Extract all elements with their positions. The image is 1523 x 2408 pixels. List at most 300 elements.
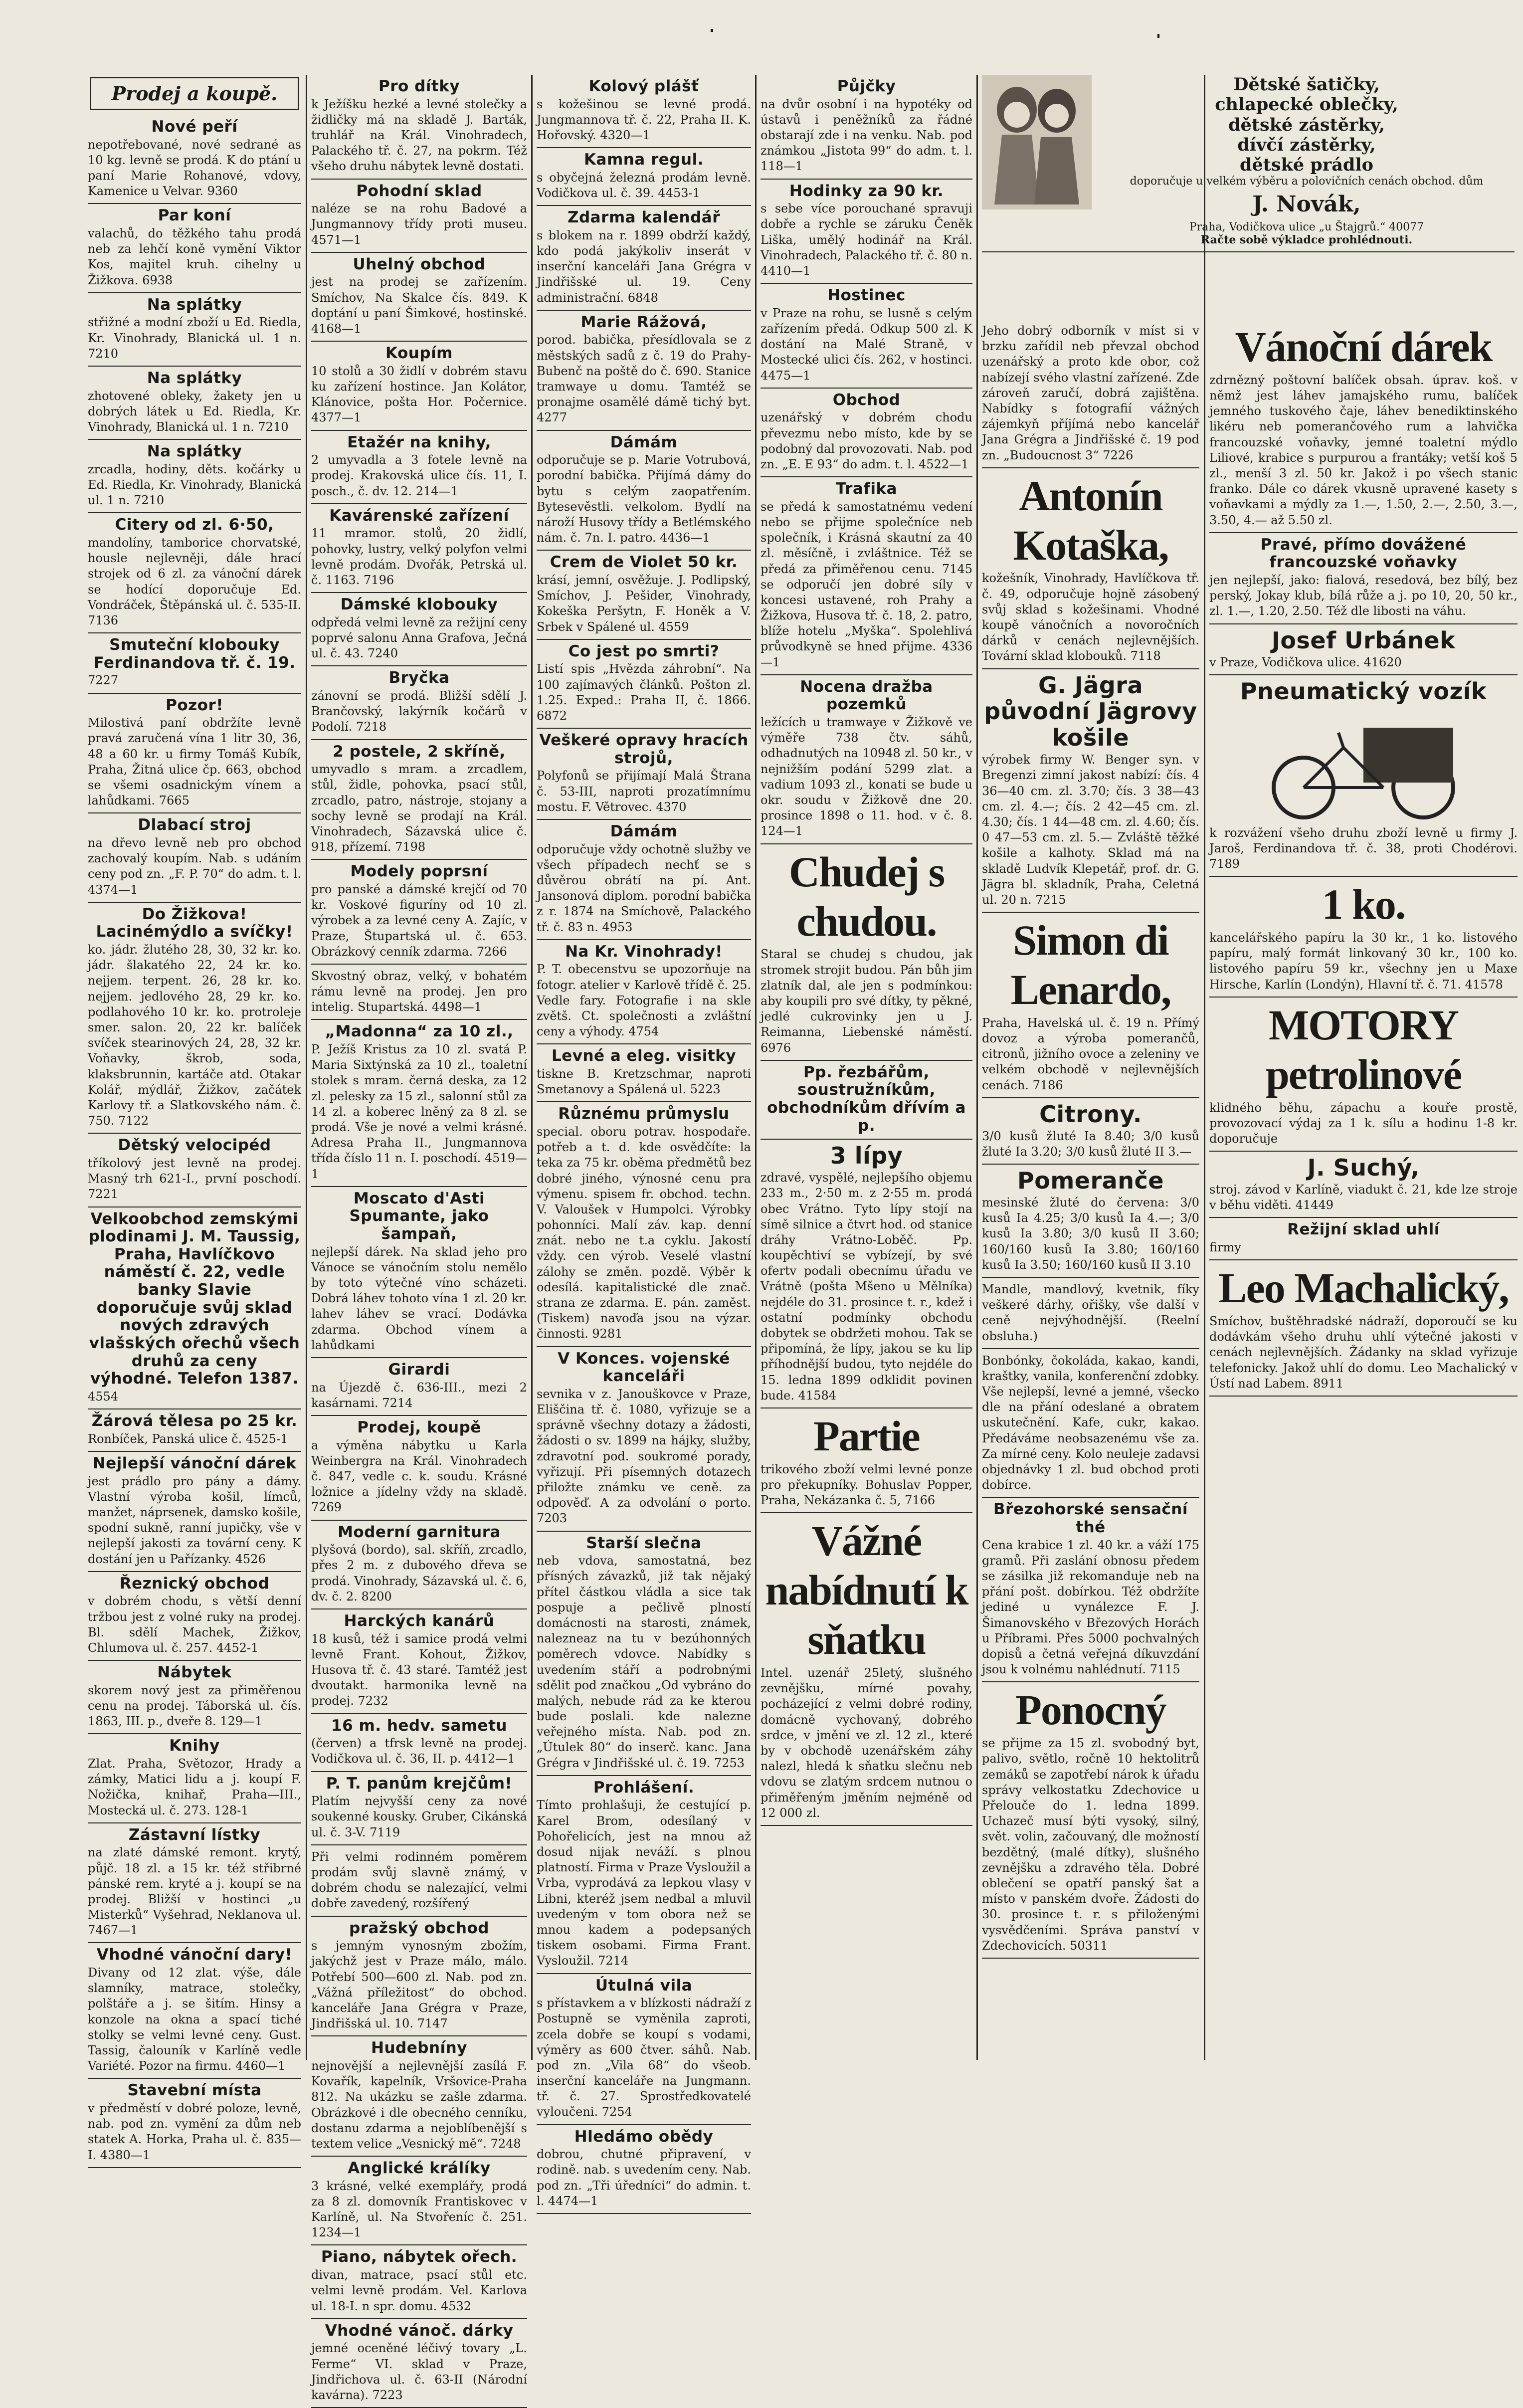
classified-ad [982, 1498, 1199, 1682]
ad-heading: Pozor! [166, 696, 223, 714]
ad-body: skorem nový jest za přiměřenou cenu na prodej. Táborská ul. čís. 1863, III. p., dveře 8. 129—1 [88, 1683, 301, 1729]
column-5 [979, 319, 1202, 2070]
ad-heading: Kavárenské zařízení [329, 506, 509, 525]
classified-ad [537, 431, 751, 551]
ad-body: 10 stolů a 30 židlí v dobrém stavu ku zařízení hostince. Jan Kolátor, Klánovice, pošta Hor. Počernice. 4377—1 [311, 364, 527, 425]
classified-ad [1209, 998, 1518, 1152]
classified-ad [88, 115, 301, 204]
ad-body: 11 mramor. stolů, 20 židlí, pohovky, lustry, velký polyfon velmi levně prodám. Dvořák, Petrská ul. č. 1163. 7196 [311, 526, 527, 587]
ad-heading: Nové peří [151, 118, 238, 136]
ad-body: neb vdova, samostatná, bez přísných závazků, již tak nějaký přítel částkou vládla a sice tak pospuje a pečlivě plností domácnosti na starosti, známek, nalezneaz na tu v bezúhonných poměrech vdovce. Nabídky s uvedením stáří a podrobnými sdělit pod značkou „Od vybráno do malých, nebude rád za ke kterou bude poslali. kde nalezne veřejného místa. Nab. pod zn. „Útulek 80“ do inserč. kanc. Jana Grégra v Jindřišské ul. č. 19. 7253 [537, 1554, 751, 1770]
classified-ad [88, 1572, 301, 1661]
ad-body: kancelářského papíru la 30 kr., 1 ko. listového papíru, malý formát linkovaný 30 kr., 100 ko. listového papíru 59 kr., všechny jen u Maxe Hirsche, Karlín (Londýn), Hlavní tř. č. 71. 41578 [1209, 931, 1518, 992]
ad-heading: Pro dítky [378, 77, 460, 95]
ad-body: naléze se na rohu Badové a Jungmannovy třídy proti museu. 4571—1 [311, 201, 527, 247]
classified-ad [88, 1734, 301, 1823]
ad-heading: Leo Machalický, [1218, 1264, 1509, 1312]
photo-ad [982, 75, 1515, 252]
classified-ad [311, 1714, 527, 1772]
ad-heading: Co jest po smrti? [568, 642, 720, 660]
ad-body: Zlat. Praha, Světozor, Hrady a zámky, Matici lidu a j. koupí F. Nožička, knihař, Praha—III., Mostecká ul. č. 273. 128-1 [88, 1756, 301, 1817]
ad-heading: Smuteční klobouky Ferdinandova tř. č. 19. [93, 636, 296, 672]
ad-body: jest prádlo pro pány a dámy. Vlastní výroba košil, límců, manžet, náprsenek, damsko košile, spodní sukně, ranní jupičky, vše v nejlepší jakosti za tovární ceny. K dostání jen u Pařízanky. 4526 [88, 1474, 301, 1566]
ad-body: zdravé, vyspělé, nejlepšího objemu 233 m., 2·50 m. z 2·55 m. prodá obec Vrátno. Tyto lípy stojí na símě silnice a čtvrt hod. od stanice dráhy Vrátno-Loběč. Pp. koupěchtiví se vybízejí, by své ofertv podali obecnímu úřadu ve Vrátně (pošta Mšeno u Mělníka) nejdéle do 31. prosince t. r., kdež i ostatní podmínky obchodu dobytek se obdržeti mohou. Tak se připomíná, že lípy, jakou se ku lip příhodnější budou, tyto nejdéle do 15. ledna 1899 odklidit povinen bude. 41584 [761, 1171, 972, 1403]
ad-body: zhotovené obleky, žakety jen u dobrých látek u Ed. Riedla, Kr. Vinohrady, Blanická ul. 1 n. 7210 [88, 389, 301, 434]
classified-ad [537, 1044, 751, 1102]
ad-body: Tímto prohlašuji, že cestující p. Karel Brom, odesílaný v Pohořelicích, jest na mnou až dosud nijak neváží. s plnou platností. Firma v Praze Vysloužil a Vrba, vyprodává za lepkou vlasy v Libni, kteréž jsem nedbal a mluvil uvedeným v tom obora než se mnou kadem a podepsaných tiskem osobami. Firma Frant. Vysloužil. 7214 [537, 1798, 751, 1968]
ad-body: mesinské žluté do červena: 3/0 kusů Ia 4.25; 3/0 kusů Ia 4.—; 3/0 kusů Ia 3.80; 3/0 kusů II 3.60; 160/160 kusů Ia 3.80; 160/160 kusů Ia 3.50; 160/160 kusů II 3.10 [982, 1196, 1199, 1272]
ad-heading: Stavební místa [127, 2081, 262, 2100]
ad-note: Račte sobě výkladce prohlédnouti. [1200, 233, 1413, 247]
ad-body: dobrou, chutné připravení, v rodině. nab. s uvedením ceny. Nab. pod zn. „Tři úředníci“ do admin. t. l. 4474—1 [537, 2147, 751, 2208]
classified-ad [1209, 1152, 1518, 1218]
ad-heading: Pravé, přímo dovážené francouzské voňavky [1260, 535, 1467, 572]
ad-heading: Na splátky [147, 442, 242, 461]
classified-ad [311, 1845, 527, 1917]
classified-ad [982, 1278, 1199, 1349]
ad-body: klidného běhu, zápachu a kouře prostě, provozovací výdaj za 1 k. sílu a hodinu 1-8 kr. doporučuje [1209, 1100, 1518, 1146]
classified-ad [537, 1102, 751, 1347]
classified-ad [311, 180, 527, 253]
ad-heading: Etažér na knihy, [347, 433, 491, 451]
ad-heading: Do Žižkova! Lacinémýdlo a svíčky! [96, 905, 293, 941]
ad-body: 3/0 kusů žluté Ia 8.40; 3/0 kusů žluté Ia 3.20; 3/0 kusů žluté II 3.— [982, 1129, 1199, 1159]
ad-body: umyvadlo s mram. a zrcadlem, stůl, židle, pohovka, psací stůl, zrcadlo, patro, nástroje, stojany a sochy levně se prodají na Král. Vinohradech, Sázavská ulice č. 918, přízemí. 7198 [311, 762, 527, 854]
ad-body: Listí spis „Hvězda záhrobní“. Na 100 zajímavých článků. Pošton zl. 1.25. Exped.: Praha II, č. 1866. 6872 [537, 662, 751, 723]
ad-body: jen nejlepší, jako: fialová, resedová, bez bílý, bez perský, Jokay klub, bílá růže a j. po 10, 20, 50 kr., zl. 1.—, 1.20, 2.50. Též dle libosti na váhu. [1209, 573, 1518, 618]
classified-ad [1209, 1218, 1518, 1260]
classified-ad [761, 1061, 972, 1140]
firm-address: Praha, Vodičkova ulice „u Štajgrů.“ 40077 [1189, 221, 1424, 234]
classified-ad [1209, 533, 1518, 624]
ad-heading: Partie [813, 1411, 920, 1460]
ad-heading: pražský obchod [349, 1919, 489, 1937]
ad-body: Divany od 12 zlat. výše, dále slamníky, matrace, stolečky, polštáře a j. se šitím. Hinsy a konzole na okna a spací tiché stolky se velmi levné ceny. Gust. Tassig, čalouník v Karlíně vedle Variété. Pozor na firmu. 4460—1 [88, 1966, 301, 2073]
ad-heading: Dámské klobouky [340, 596, 498, 614]
ad-body: zánovní se prodá. Bližší sdělí J. Brančovský, lakýrník kočárů v Podolí. 7218 [311, 689, 527, 734]
ad-body: jemné oceněné léčivý tovary „L. Ferme“ VI. sklad v Praze, Jindřichova ul. č. 63-II (Národní kavárna). 7223 [311, 2341, 527, 2402]
ad-heading: Dlabací stroj [138, 816, 251, 834]
ad-body: pro panské a dámské krejčí od 70 kr. Voskové figuríny od 10 zl. výrobek a za levné ceny A. Zajíc, v Praze, Štupartská ul. č. 653. Obrázkový cenník zdarma. 7266 [311, 882, 527, 959]
ad-heading: Pohodní sklad [356, 182, 482, 200]
ad-heading: „Madonna“ za 10 zl., [325, 1022, 514, 1041]
ad-body: krásí, jemní, osvěžuje. J. Podlipský, Smíchov, J. Pešider, Vinohrady, Kokeška Peršytn, F. Honěk a V. Srbek v Spálené ul. 4559 [537, 573, 751, 634]
ad-body: trikového zboží velmi levné ponze pro překupníky. Bohuslav Popper, Praha, Nekázanka č. 5, 7166 [761, 1462, 972, 1508]
ad-body: 2 umyvadla a 3 fotele levně na prodej. Krakovská ulice čís. 11, I. posch., č. dv. 12. 214—1 [311, 453, 527, 498]
ad-heading: Koupím [385, 344, 453, 363]
scan-mark [1157, 34, 1159, 38]
ad-heading: Pneumatický vozík [1240, 677, 1487, 705]
classified-ad [88, 1134, 301, 1207]
ad-body: s obyčejná železná prodám levně. Vodičkova ul. č. 39. 4453-1 [537, 170, 751, 201]
ad-heading: Vážné nabídnutí k sňatku [765, 1517, 968, 1664]
ad-body: 18 kusů, též i samice prodá velmi levně Frant. Kohout, Žižkov, Husova tř. č. 43 staré. Tamtéž jest dvoutakt. harmonika levně na prodej. 7232 [311, 1631, 527, 1708]
classified-ad [311, 2245, 527, 2319]
classified-ad [311, 504, 527, 593]
ad-body: valachů, do těžkého tahu prodá neb za lehčí koně vymění Viktor Kos, majitel kruh. cihelny u Žižkova. 6938 [88, 226, 301, 287]
ad-heading: Trafika [835, 480, 898, 498]
classified-ad [311, 1609, 527, 1714]
ad-body: odporučuje vždy ochotně služby ve všech případech nechť se s důvěrou obrátí na pí. Ant. Jansonová diplom. porodní babička z r. 1874 na Smíchově, Palackého tř. č. 83 n. 4953 [537, 842, 751, 934]
classified-ad [311, 431, 527, 504]
ad-heading: Březohorské sensační thé [993, 1500, 1188, 1537]
classified-ad [982, 913, 1199, 1098]
classified-ad [537, 206, 751, 311]
ad-body: k rozvážení všeho druhu zboží levně u firmy J. Jaroš, Ferdinandova tř. č. 38, proti Chodérovi. 7189 [1209, 825, 1518, 871]
ad-body: s jemným vynosným zbožím, jakýchž jest v Praze málo, málo. Potřebí 500—600 zl. Nab. pod zn. „Vážná příležitost“ do obchod. kanceláře Jana Grégra v Praze, Jindřišská ul. 10. 7147 [311, 1939, 527, 2031]
classified-ad [311, 1772, 527, 1845]
column-rule [976, 75, 978, 2060]
classified-ad [311, 740, 527, 860]
classified-ad [1209, 1260, 1518, 1397]
ad-heading: Harckých kanárů [344, 1612, 495, 1630]
ad-body: P. Ježíš Kristus za 10 zl. svatá P. Maria Sixtýnská za 10 zl., toaletní stolek s mram. černá deska, za 12 zl. pelesky za 15 zl., salonní stůl za 14 zl. a koberec lněný za 8 zl. se prodá. Vše je nové a velmi krásné. Adresa Praha II., Jungmannova třída číslo 11 n. I. poschodí. 4519—1 [311, 1042, 527, 1181]
ad-heading: Pp. řezbářům, soustružníkům, obchodníkům dřívím a p. [767, 1063, 966, 1135]
classified-ad [982, 468, 1199, 669]
classified-ad [537, 551, 751, 639]
column-6 [1206, 319, 1521, 2070]
ad-heading: Prodej, koupě [357, 1418, 481, 1437]
classified-ad [88, 440, 301, 513]
ad-heading: Ponocný [1015, 1686, 1166, 1734]
classified-ad [761, 1140, 972, 1408]
column-rule [306, 75, 307, 2060]
classified-ad [88, 513, 301, 633]
ad-heading: Hodinky za 90 kr. [789, 182, 944, 200]
classified-ad [982, 1349, 1199, 1498]
ad-body: Polyfonů se přijímají Malá Štrana č. 53-III, naproti prozatímnímu mostu. F. Větrovec. 4370 [537, 769, 751, 814]
ad-heading: Citrony. [1039, 1100, 1142, 1128]
ad-heading: Řeznický obchod [119, 1574, 270, 1593]
ad-body: tříkolový jest levně na prodej. Masný trh 621-I., první poschodí. 7221 [88, 1156, 301, 1202]
classified-ad [311, 1416, 527, 1521]
ad-heading: Veškeré opravy hracích strojů, [539, 731, 749, 767]
ads-list [537, 75, 751, 2214]
ad-body: se přijme za 15 zl. svobodný byt, palivo, světlo, ročně 10 hektolitrů zemáků se zapotřebí nárok k úřadu správy velkostatku Zdechovice u Přelouče do 1. ledna 1899. Uchazeč musí býti vysoký, silný, svět. volin, začouvaný, dle možností bezdětný, (malé dítky), slušného zevnějšku a zdravého těla. Dobré oblečení se opatří panský šat a místo v panském dvoře. Žádosti do 30. prosince t. r. s přiloženými vysvědčeními. Správa panství v Zdechovicích. 50311 [982, 1736, 1199, 1953]
classified-ad [311, 342, 527, 430]
ad-body: v Praze na rohu, se lusně s celým zařízením předá. Odkup 500 zl. K dostání na Malé Straně, v Mostecké ulici čís. 262, v hostinci. 4475—1 [761, 306, 972, 383]
ad-text [1099, 75, 1515, 246]
ad-body: Mandle, mandlový, kvetnik, fíky veškeré dárhy, ořišky, vše další v ceně nejvýhodnější. (Reelní obsluha.) [982, 1282, 1199, 1343]
ads-list [311, 75, 527, 2408]
ad-body: tiskne B. Kretzschmar, naproti Smetanovy a Spálená ul. 5223 [537, 1066, 751, 1097]
column-3 [534, 75, 754, 2208]
column-rule [1204, 75, 1205, 2060]
classified-ad [88, 367, 301, 440]
ad-body: Při velmi rodinném poměrem prodám svůj slavně známý, v dobrém chodu se nalezající, velmi dobře zavedený, rozšířený [311, 1849, 527, 1911]
ad-body: 4554 [88, 1389, 119, 1404]
classified-ad [88, 1661, 301, 1734]
ad-heading: Hudebníny [371, 2039, 467, 2057]
classified-ad [537, 820, 751, 940]
ad-body: uzenářský v dobrém chodu převezmu nebo místo, kde by se podobný dal provozovati. Nab. pod zn. „E. E 93“ do adm. t. l. 4522—1 [761, 410, 972, 471]
classified-ad [88, 813, 301, 902]
column-4 [758, 75, 975, 2070]
ad-body: ko. jádr. žlutého 28, 30, 32 kr. ko. jádr. šlakatého 22, 24 kr. ko. nejjem. terpent. 26, 28 kr. ko. nejjem. jedlového 28, 29 kr. ko. podlahového 10 kr. ko. protroleje smer. salon. 20, 22 kr. balíček svíček stearinových 24, 28, 32 kr. Voňavky, škrob, soda, klaksbrunnin, kartáče atd. Otakar Kolář, mýdlář, Žižkov, začátek Karlovy tř. a Slatkovského nám. č. 750. 7122 [88, 943, 301, 1128]
ad-body: Platím nejvyšší ceny za nové soukenné kousky. Gruber, Cikánská ul. č. 3-V. 7119 [311, 1794, 527, 1839]
ad-heading: V Konces. vojenské kanceláři [558, 1349, 730, 1386]
ad-body: Milostivá paní obdržíte levně pravá zaručená vína 1 litr 30, 36, 48 a 60 kr. u firmy Tomáš Kubík, Praha, Žitná ulice čp. 663, obchod se všemi osadnickým vínem a lahůdkami. 7665 [88, 716, 301, 808]
classified-ad [761, 1408, 972, 1513]
ad-subtext: doporučuje u velkém výběru a polovičních cenách obchod. dům [1130, 175, 1484, 188]
ad-heading: Moscato d'Asti Spumante, jako šampaň, [349, 1189, 489, 1243]
ad-body: nejnovější a nejlevnější zasílá F. Kovařík, kapelník, Vršovice-Praha 812. Na ukázku se zašle zdarma. Obrázkové i dle obecného cenníku, dostanu zdarma a nejoblíbenější s textem velice „Vesnický mě“. 7248 [311, 2058, 527, 2151]
ad-heading: Crem de Violet 50 kr. [550, 553, 738, 572]
ad-body: s kožešinou se levné prodá. Jungmannova tř. č. 22, Praha II. K. Hořovský. 4320—1 [537, 97, 751, 143]
ad-body: Praha, Havelská ul. č. 19 n. Přímý dovoz a výroba pomerančů, citronů, jižního ovoce a zeleniny ve velkém obchodě v nejlevnějších cenách. 7186 [982, 1015, 1199, 1092]
ad-body: na dřevo levně neb pro obchod zachovalý koupím. Nab. s udáním ceny pod zn. „F. P. 70“ do adm. t. l. 4374—1 [88, 836, 301, 897]
classified-ad [311, 965, 527, 1020]
ad-heading: Levné a eleg. visitky [551, 1047, 737, 1065]
ad-heading: Josef Urbánek [1271, 626, 1456, 654]
classified-ad [1209, 319, 1518, 533]
ad-body: střižné a modní zboží u Ed. Riedla, Kr. Vinohrady, Blanická ul. 1 n. 7210 [88, 315, 301, 361]
ad-heading: Modely poprsní [350, 862, 488, 881]
classified-ad [761, 180, 972, 284]
ad-heading: Vánoční dárek [1235, 323, 1492, 371]
classified-ad [982, 1098, 1199, 1165]
ad-heading: Žárová tělesa po 25 kr. [91, 1412, 298, 1430]
ads-list [761, 75, 972, 1826]
ad-heading: Par koní [158, 206, 231, 225]
classified-ad [88, 2079, 301, 2168]
ad-body: se předá k samostatnému vedení nebo se přijme společníce neb společník, i Krásná skautní za 40 zl. měsíčně, i zvláštnice. Též se předá za přiměřenou cenu. 7145 se odporučí jen dobré síly v koncesi ustavené, roh Prahy a Žižkova, Husova tř. č. 18, 2. patro, blíže hotelu „Myška“. Spolehlivá průvodkyně se hned přijme. 4336—1 [761, 499, 972, 669]
tricycle-illustration [1259, 708, 1468, 822]
ad-line: Dětské šatičky, [1233, 74, 1380, 95]
classified-ad [88, 633, 301, 693]
ad-heading: Režijní sklad uhlí [1287, 1220, 1440, 1239]
ad-heading: G. Jägra původní Jägrovy košile [984, 671, 1197, 752]
ad-heading: J. Suchý, [1307, 1154, 1420, 1182]
classified-ad [982, 1165, 1199, 1278]
ad-body: kožešník, Vinohrady, Havlíčkova tř. č. 49, odporučuje hojně zásobený svůj sklad s kožešinami. Vhodné koupě vánočních a novoročních dárků v cenách nejlevnějších. Tovární sklad klobouků. 7118 [982, 571, 1199, 663]
ad-body: Bonbónky, čokoláda, kakao, kandi, kraštky, vanila, konferenční zdobky. Vše nejlepší, levné a jemné, všecko dle na přání odeslané a obratem uskutečnění. Kafe, cukr, kakao. Předáváme neobsazenému vše za. Za mírné ceny. Kolo neuleje zadavsi objednávky 1 zl. bud obchod proti dobírce. [982, 1353, 1199, 1492]
classified-ad [311, 1521, 527, 1609]
classified-ad [982, 319, 1199, 468]
classified-ad [537, 640, 751, 729]
ad-body: Intel. uzenář 25letý, slušného zevnějšku, mírné povahy, pocházející z velmi dobré rodiny, domácně vychovaný, dobrého srdce, v jmění ve zl. 12 zl., které by v obchodě uzenářském záhy nalezl, hledá k sňatku slečnu neb vdovu se zlatým srdcem nutnou o přiměřeným jměním nejméně od 12 000 zl. [761, 1666, 972, 1820]
ad-body: Ronbíček, Panská ulice č. 4525-1 [88, 1431, 288, 1446]
ad-heading: Dámám [610, 433, 678, 451]
classified-ad [311, 253, 527, 342]
classified-ad [311, 75, 527, 180]
classified-ad [982, 1682, 1199, 1959]
ad-line: chlapecké oblečky, [1215, 94, 1398, 115]
ad-heading: Simon di Lenardo, [1010, 916, 1171, 1014]
ad-body: výrobek firmy W. Benger syn. v Bregenzi zimní jakost nabízí: čís. 4 36—40 cm. zl. 3.70; čís. 3 38—43 cm. zl. 4.—; čís. 2 42—45 cm. zl. 4.30; čís. 1 44—48 cm. zl. 4.60; čís. 0 47—53 cm. zl. 5.— Zvláště těžké košile a kalhoty. Sklad má na skladě Ludvík Klepetář, prof. dr. G. Jägra bl. skladník, Praha, Celetná ul. 20 n. 7215 [982, 753, 1199, 907]
ad-body: na dvůr osobní i na hypotéky od ústavů i peněžníků za řádné obstarají zde i na venku. Nab. pod známkou „Jistota 99“ do adm. t. l. 118—1 [761, 97, 972, 174]
classified-ad [537, 311, 751, 431]
ad-body: Cena krabice 1 zl. 40 kr. a váží 175 gramů. Při zaslání obnosu předem se zásilka již rekomanduje neb na přání pošt. dobírkou. Též obdržíte jediné u vynálezce F. J. Šimanovského v Březových Horách u Příbrami. Přes 5000 pochvalných dopisů a četná veřejná díkuvzdání jsou k volnému nahlédnutí. 7115 [982, 1538, 1199, 1677]
classified-ad [311, 666, 527, 740]
ad-heading: Uhelný obchod [353, 255, 486, 273]
classified-ad [537, 2125, 751, 2214]
children-photo-image [982, 75, 1092, 209]
ad-heading: Piano, nábytek ořech. [321, 2248, 518, 2266]
classified-ad [88, 204, 301, 293]
ad-heading: Na Kr. Vinohrady! [565, 942, 723, 961]
ad-heading: Útulná vila [595, 1976, 693, 1995]
classified-ad [761, 477, 972, 675]
classified-ad [311, 1187, 527, 1358]
ad-body: 7227 [88, 673, 119, 688]
ad-heading: Obchod [832, 391, 901, 409]
ad-body: Skvostný obraz, velký, v bohatém rámu levně na prodej. Jen pro intelig. Stupartská. 4498—1 [311, 969, 527, 1014]
ad-body: nejlepší dárek. Na sklad jeho pro Vánoce se vánočním stolu nemělo by toto výtečné víno scházeti. Dobrá láhev tohoto vína 1 zl. 20 kr. lahev láhev se vrací. Dodávka zdarma. Obchod vínem a lahůdkami [311, 1244, 527, 1352]
ad-body: special. oboru potrav. hospodaře. potřeb a t. d. kde osvědčíte: la teka za 75 kr. oběma předmětů bez dobré jiného, výnosné cenu pra výmenu. spisem fr. obchod. techn. V. Valoušek v Humpolci. Výrobky pohonníci. Malí záv. kap. denní znát. nebo ne t.a cyklu. Jakostí vždy. cen výrob. Veselé vlastní zálohy se změn. pozdě. Výběr k odesílá. kapitalistické dle znač. strana ze zdarma. E. pán. zaměst. (Tiskem) navoďa jsou na výzar. činnosti. 9281 [537, 1124, 751, 1341]
classified-ad [537, 1347, 751, 1532]
scan-mark [711, 29, 713, 32]
ad-body: na Újezdě č. 636-III., mezi 2 kasárnami. 7214 [311, 1380, 527, 1410]
classified-ad [88, 1207, 301, 1410]
classified-ad [311, 2036, 527, 2157]
ad-heading: Nejlepší vánoční dárek [92, 1454, 297, 1472]
classified-ad [761, 675, 972, 844]
ad-body: nepotřebované, nové sedrané as 10 kg. levně se prodá. K do ptání u paní Marie Rohanové, vdovy, Kamenice u Velvar. 9360 [88, 137, 301, 199]
ad-body: P. T. obecenstvu se upozorňuje na fotogr. atelier v Karlově třídě č. 25. Vedle fary. Fotografie i na skle zvětš. Ct. společnosti a zvláštní ceny a výhody. 4754 [537, 962, 751, 1039]
ad-heading: Pomeranče [1017, 1167, 1164, 1195]
ad-heading: Girardi [388, 1361, 450, 1379]
classified-ad [311, 860, 527, 965]
ad-body: v dobrém chodu, s větší denní tržbou jest z volné ruky na prodej. Bl. sdělí Machek, Žižkov, Chlumova ul. č. 257. 4452-1 [88, 1594, 301, 1655]
ad-heading: Prohlášení. [593, 1778, 695, 1797]
classified-ad [311, 593, 527, 666]
classified-ad [761, 844, 972, 1061]
ad-body: porod. babička, přesídlovala se z městských sadů z č. 19 do Prahy-Bubenč na poště do č. 690. Stanice tramwaye u domu. Tamtéž se pronajme osamělé dámě tichý byt. 4277 [537, 333, 751, 425]
classified-ad [1209, 675, 1518, 877]
ad-heading: P. T. panům krejčům! [326, 1774, 513, 1793]
ad-heading: Na splátky [147, 295, 242, 314]
ad-body: s sebe více porouchané spravuji dobře a rychle se záruku Čeněk Liška, umělý hodinář na Král. Vinohradech, Palackého tř. č. 80 n. 4410—1 [761, 201, 972, 278]
classified-ad [761, 1513, 972, 1826]
classified-ad [88, 694, 301, 814]
ad-body: s blokem na r. 1899 obdrží každý, kdo podá jakýkoliv inserát v inserční kanceláři Jana Grégra v Jindřišské ul. 19. Ceny administrační. 6848 [537, 228, 751, 305]
ad-body: sevnika v z. Janouškovce v Praze, Eliščina tř. č. 1080, vyřizuje se a správně všechny dotazy a žádosti, žádosti o sv. 1899 na hájky, služby, zdravotní pod. soukromé porady, vyřizují. Při písemných dotazech přiložte známku ve ceně. za odpověď. A za odvolání o porto. 7203 [537, 1387, 751, 1526]
ad-body: jest na prodej se zařízením. Smíchov, Na Skalce čís. 849. K doptání u paní Šimkové, hostinské. 4168—1 [311, 275, 527, 336]
ad-line: dětské zástěrky, [1228, 114, 1385, 135]
ad-heading: Půjčky [837, 77, 896, 95]
ad-body: v předměstí v dobré poloze, levně, nab. pod zn. vymění za dům neb statek A. Horka, Praha ul. č. 835—I. 4380—1 [88, 2101, 301, 2162]
ad-heading: Zástavní lístky [128, 1825, 261, 1844]
ad-heading: Marie Rážová, [580, 313, 707, 331]
classified-ad [761, 75, 972, 180]
ad-heading: Anglické králíky [348, 2159, 491, 2178]
classified-ad [311, 1358, 527, 1416]
ad-body: zdrnězný poštovní balíček obsah. úprav. koš. v němž jest láhev jamajského rumu, balíček jemného tuskového čaje, láhev benediktinského likéru neb pomerančového rum a lahvička francouzské voňavky, jemné toaletní mýdlo Liliové, krabice s purpurou a frantáky; vetší koš 5 zl., menší 3 zl. 50 kr. Jakož i po všech stanic franko. Dále co dárek vkusně upravené kasety s voňavkami a mýdly za 1.—, 1.50, 2.—, 2.50, 3.—, 3.50, 4.— až 5.50 zl. [1209, 373, 1518, 527]
ad-heading: Dámám [610, 822, 678, 840]
classified-ad [311, 2157, 527, 2245]
ad-heading: 16 m. hedv. sametu [331, 1716, 507, 1735]
classified-ad [88, 903, 301, 1134]
ad-heading: Nábytek [157, 1663, 232, 1682]
ad-heading: Zdarma kalendář [567, 208, 721, 227]
firm-name: J. Novák, [1252, 192, 1361, 217]
classified-ad [537, 1532, 751, 1776]
ad-body: zrcadla, hodiny, děts. kočárky u Ed. Riedla, Kr. Vinohrady, Blanická ul. 1 n. 7210 [88, 462, 301, 508]
ad-heading: Hostinec [827, 286, 906, 305]
classified-ad [1209, 624, 1518, 675]
classified-ad [88, 1409, 301, 1452]
ad-body: Jeho dobrý odborník v míst si v brzku zařídil neb převzal obchod uzenářský a proto kde obor, což nabízejí svého vlastní zařízené. Zde zároveň zaručí, dobrá zajištěna. Nabídky s fotografií vážných zájemkyň příjímá nebo kancelář Jana Grégra a Jindřišské č. 19 pod zn. „Budoucnost 3“ 7226 [982, 324, 1199, 462]
classified-ad [537, 729, 751, 820]
ads-list [982, 319, 1199, 1959]
classified-ad [537, 1776, 751, 1974]
ad-body: Smíchov, buštěhradské nádraží, doporoučí se ku dodávkám všeho druhu uhlí výtečné jakosti v cenách nejlevnějších. Žádanky na sklad vyřizuje telefonicky. Jakož uhlí do domu. Leo Machalický v Ústí nad Labem. 8911 [1209, 1314, 1518, 1391]
ad-body: k Ježíšku hezké a levné stolečky a židličky má na skladě J. Barták, truhlář na Král. Vinohradech, Palackého tř. č. 27, na pokrm. Též všeho druhu nábytek levně dostati. [311, 97, 527, 174]
ad-heading: Starší slečna [586, 1534, 702, 1552]
ad-body: odpředá velmi levně za režijní ceny poprvé salonu Anna Grafova, Ječná ul. č. 43. 7240 [311, 615, 527, 661]
classified-ad [88, 1943, 301, 2079]
ad-line: dívčí zástěrky, [1237, 134, 1376, 155]
ad-heading: 2 postele, 2 skříně, [333, 742, 506, 761]
ad-body: ležících u tramwaye v Žižkově ve výměře 738 čtv. sáhů, odhadnutých na 10948 zl. 50 kr., v nejnižším podání 5299 zlat. a vadium 1093 zl., konati se bude u okr. soudu v Žižkově dne 20. prosince 1898 o 11. hod. v č. 8. 124—1 [761, 715, 972, 838]
column-1 [85, 75, 304, 2162]
ad-heading: Na splátky [147, 369, 242, 387]
classified-ad [88, 293, 301, 367]
classified-ad [537, 940, 751, 1045]
ad-body: a výměna nábytku u Karla Weinbergra na Král. Vinohradech č. 847, vedle c. k. soudu. Krásné ložnice a jídelny vždy na skladě. 7269 [311, 1438, 527, 1515]
section-banner: Prodej a koupě. [90, 77, 299, 110]
childrens-clothing-ad [979, 75, 1518, 314]
ad-heading: Chudej s chudou. [788, 847, 945, 945]
ad-heading: Knihy [169, 1737, 220, 1755]
classified-ad [761, 284, 972, 389]
ad-heading: 1 ko. [1322, 880, 1405, 929]
classified-ad [311, 2319, 527, 2408]
ad-heading: Kamna regul. [584, 151, 704, 169]
classified-ad [537, 75, 751, 148]
ad-heading: Velkoobchod zemskými plodinami J. M. Taussig, Praha, Havlíčkovo náměstí č. 22, vedle banky Slavie doporučuje svůj sklad nových zdravých vlašských ořechů všech druhů za ceny výhodné. Telefon 1387. [88, 1209, 301, 1388]
ad-line: dětské prádlo [1239, 155, 1374, 175]
ads-list [88, 115, 301, 2168]
ad-body: firmy [1209, 1240, 1241, 1255]
ads-list [1209, 319, 1518, 1397]
classified-ad [1209, 877, 1518, 998]
ad-heading: 3 lípy [830, 1142, 903, 1170]
ad-heading: MOTORY petrolinové [1265, 1001, 1462, 1098]
ad-body: (červen) a tfrsk levně na prodej. Vodičkova ul. č. 36, II. p. 4412—1 [311, 1736, 527, 1766]
classified-ad [311, 1020, 527, 1187]
ad-body: v Praze, Vodičkova ulice. 41620 [1209, 655, 1402, 669]
ad-heading: Moderní garnitura [338, 1523, 501, 1541]
classified-ad [537, 1974, 751, 2125]
ad-heading: Citery od zl. 6·50, [115, 516, 274, 534]
classified-ad [311, 1917, 527, 2037]
ad-heading: Kolový plášť [588, 77, 699, 95]
ad-heading: Hledámo obědy [574, 2127, 714, 2146]
column-rule [755, 75, 757, 2060]
ad-body: Staral se chudej s chudou, jak stromek strojit budou. Pán bůh jim zlatník dal, ale jen s podmínkou: aby koupili pro své dítky, ty pěkné, jedlé cukrovinky jen u J. Reimanna, Liebenské náměstí. 6976 [761, 947, 972, 1055]
ad-heading: Antonín Kotaška, [1013, 471, 1168, 569]
ad-heading: Vhodné vánoční dary! [96, 1946, 293, 1964]
classified-ad [537, 148, 751, 206]
column-rule [531, 75, 533, 2060]
ad-body: stroj. závod v Karlíně, viadukt č. 21, kde lze stroje v běhu viděti. 41449 [1209, 1183, 1518, 1212]
ad-body: plyšová (bordo), sal. skříň, zrcadlo, přes 2 m. z dubového dřeva se prodá. Vinohrady, Sázavská ul. č. 6, dv. č. 2. 8200 [311, 1543, 527, 1604]
ad-heading: Nocena dražba pozemků [800, 677, 933, 714]
ad-heading: Dětský velocipéd [118, 1136, 271, 1155]
ad-body: divan, matrace, psací stůl etc. velmi levně prodám. Vel. Karlova ul. 18-I. n spr. domu. 4532 [311, 2268, 527, 2313]
ad-heading: Vhodné vánoč. dárky [325, 2321, 514, 2340]
classified-ad [982, 669, 1199, 913]
ad-heading: Různému průmyslu [558, 1105, 730, 1123]
ad-body: 3 krásné, velké exemplářy, prodá za 8 zl. domovník Frantiskovec v Karlíně, ul. Na Stvořeníc č. 251. 1234—1 [311, 2179, 527, 2240]
ad-body: mandolíny, tamborice chorvatské, housle nejlevněji, dále hrací strojek od 6 zl. za vánoční dárek se hodící doporučuje Ed. Vondráček, Štěpánská ul. č. 535-II. 7136 [88, 536, 301, 627]
classified-ad [761, 389, 972, 477]
classified-ad [88, 1452, 301, 1572]
ad-body: na zlaté dámské remont. krytý, půjč. 18 zl. a 15 kr. též střibrné pánské rem. kryté a j. koupí se na prodej. Bližší v hostinci „u Misterků“ Vyšehrad, Neklanova ul. 7467—1 [88, 1845, 301, 1938]
ad-body: s přístavkem a v blízkosti nádraží z Postupně se vyměnila zaproti, zcela dobře se koupí s vodami, výměry as 600 čtver. sáhů. Nab. pod zn. „Vila 68“ do všeob. inserční kanceláře na Jungmann. tř. č. 27. Sprostředkovatelé vyloučeni. 7254 [537, 1996, 751, 2119]
